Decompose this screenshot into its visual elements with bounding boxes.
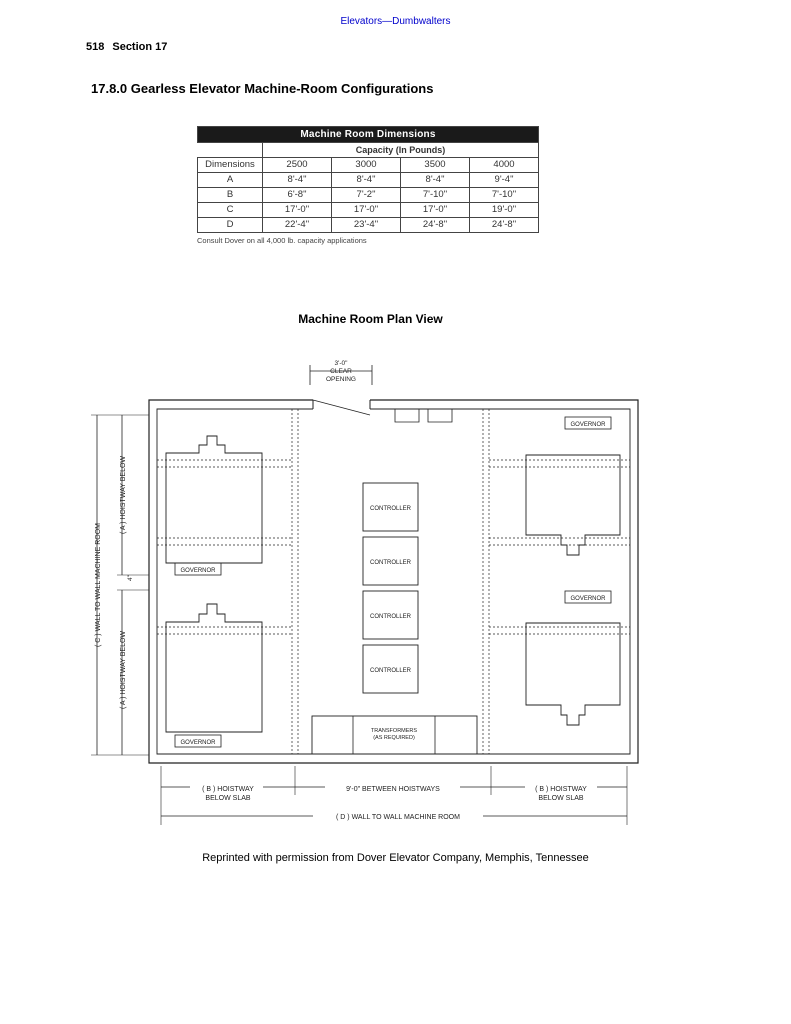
gap-label: 4" <box>127 575 134 581</box>
clear-opening-label: 3'-0" <box>334 360 348 367</box>
row-label: A <box>198 173 263 188</box>
capacity-col: 3000 <box>332 158 401 173</box>
table-row <box>198 173 539 188</box>
machine-room-inner-wall <box>157 409 630 754</box>
governor-label: GOVERNOR <box>570 596 606 602</box>
dimension-b-label: ( B ) HOISTWAY <box>202 786 254 793</box>
cell: 7'-10" <box>401 188 470 203</box>
table-title: Machine Room Dimensions <box>198 127 539 143</box>
capacity-col: 4000 <box>470 158 539 173</box>
transformers-label: (AS REQUIRED) <box>373 735 415 741</box>
page-number: 518 <box>86 41 105 53</box>
dimensions-table-block <box>197 126 539 245</box>
capacity-header: Capacity (In Pounds) <box>263 143 539 158</box>
cell: 17'-0" <box>332 203 401 218</box>
wall-fixture <box>428 409 452 422</box>
cell: 7'-2" <box>332 188 401 203</box>
cell: 6'-8" <box>263 188 332 203</box>
hoistway-dashed-lines <box>157 409 630 754</box>
table-row <box>198 203 539 218</box>
row-header: Dimensions <box>198 158 263 173</box>
dimension-b-label: BELOW SLAB <box>538 795 584 802</box>
running-head: Elevators—Dumbwalters <box>340 16 451 27</box>
cell: 8'-4" <box>263 173 332 188</box>
cell: 8'-4" <box>332 173 401 188</box>
cell: 7'-10" <box>470 188 539 203</box>
dimension-c-label: ( C ) WALL TO WALL MACHINE ROOM <box>95 523 102 647</box>
controller-label: CONTROLLER <box>369 560 412 566</box>
capacity-col: 3500 <box>401 158 470 173</box>
hoist-machine-right-lower <box>526 623 620 725</box>
capacity-col: 2500 <box>263 158 332 173</box>
wall-fixture <box>395 409 419 422</box>
table-footnote: Consult Dover on all 4,000 lb. capacity applications <box>197 236 367 245</box>
section-heading: 17.8.0 Gearless Elevator Machine-Room Configurations <box>91 81 434 96</box>
table-row <box>198 218 539 233</box>
page-reference <box>86 41 167 53</box>
cell: 17'-0" <box>263 203 332 218</box>
cell: 19'-0" <box>470 203 539 218</box>
door-swing <box>313 400 370 415</box>
row-label: C <box>198 203 263 218</box>
hoist-machine-left-upper <box>166 436 262 563</box>
section-label: Section 17 <box>112 41 168 53</box>
plan-title <box>0 312 741 326</box>
cell: 17'-0" <box>401 203 470 218</box>
cell: 24'-8" <box>470 218 539 233</box>
governor-label: GOVERNOR <box>570 422 606 428</box>
controller-label: CONTROLLER <box>369 506 412 512</box>
clear-opening-label: CLEAR <box>330 368 352 375</box>
governor-label: GOVERNOR <box>180 740 216 746</box>
table-row <box>198 188 539 203</box>
cell: 23'-4" <box>332 218 401 233</box>
cell: 8'-4" <box>401 173 470 188</box>
row-label: D <box>198 218 263 233</box>
cell: 9'-4" <box>470 173 539 188</box>
dimension-b-label: ( B ) HOISTWAY <box>535 786 587 793</box>
transformers-label: TRANSFORMERS <box>370 728 418 734</box>
hoist-machine-right-upper <box>526 455 620 555</box>
dimension-a-label: ( A ) HOISTWAY BELOW <box>120 630 127 710</box>
governor-label: GOVERNOR <box>180 568 216 574</box>
machine-room-plan-diagram <box>85 355 645 830</box>
machine-room-outer-wall <box>149 400 638 763</box>
controller-label: CONTROLLER <box>369 668 412 674</box>
cell: 24'-8" <box>401 218 470 233</box>
table-corner <box>198 143 263 158</box>
row-label: B <box>198 188 263 203</box>
between-hoistways-label: 9'-0" BETWEEN HOISTWAYS <box>346 786 440 793</box>
plan-title-text: Machine Room Plan View <box>298 312 443 326</box>
hoist-machine-left-lower <box>166 604 262 732</box>
controller-label: CONTROLLER <box>369 614 412 620</box>
dimension-d-label: ( D ) WALL TO WALL MACHINE ROOM <box>336 814 460 821</box>
dimension-a-label: ( A ) HOISTWAY BELOW <box>120 455 127 535</box>
clear-opening-label: OPENING <box>326 376 356 383</box>
machine-room-dimensions-table <box>197 126 539 233</box>
dimension-b-label: BELOW SLAB <box>205 795 251 802</box>
credit-line: Reprinted with permission from Dover Elevator Company, Memphis, Tennessee <box>202 852 589 864</box>
cell: 22'-4" <box>263 218 332 233</box>
